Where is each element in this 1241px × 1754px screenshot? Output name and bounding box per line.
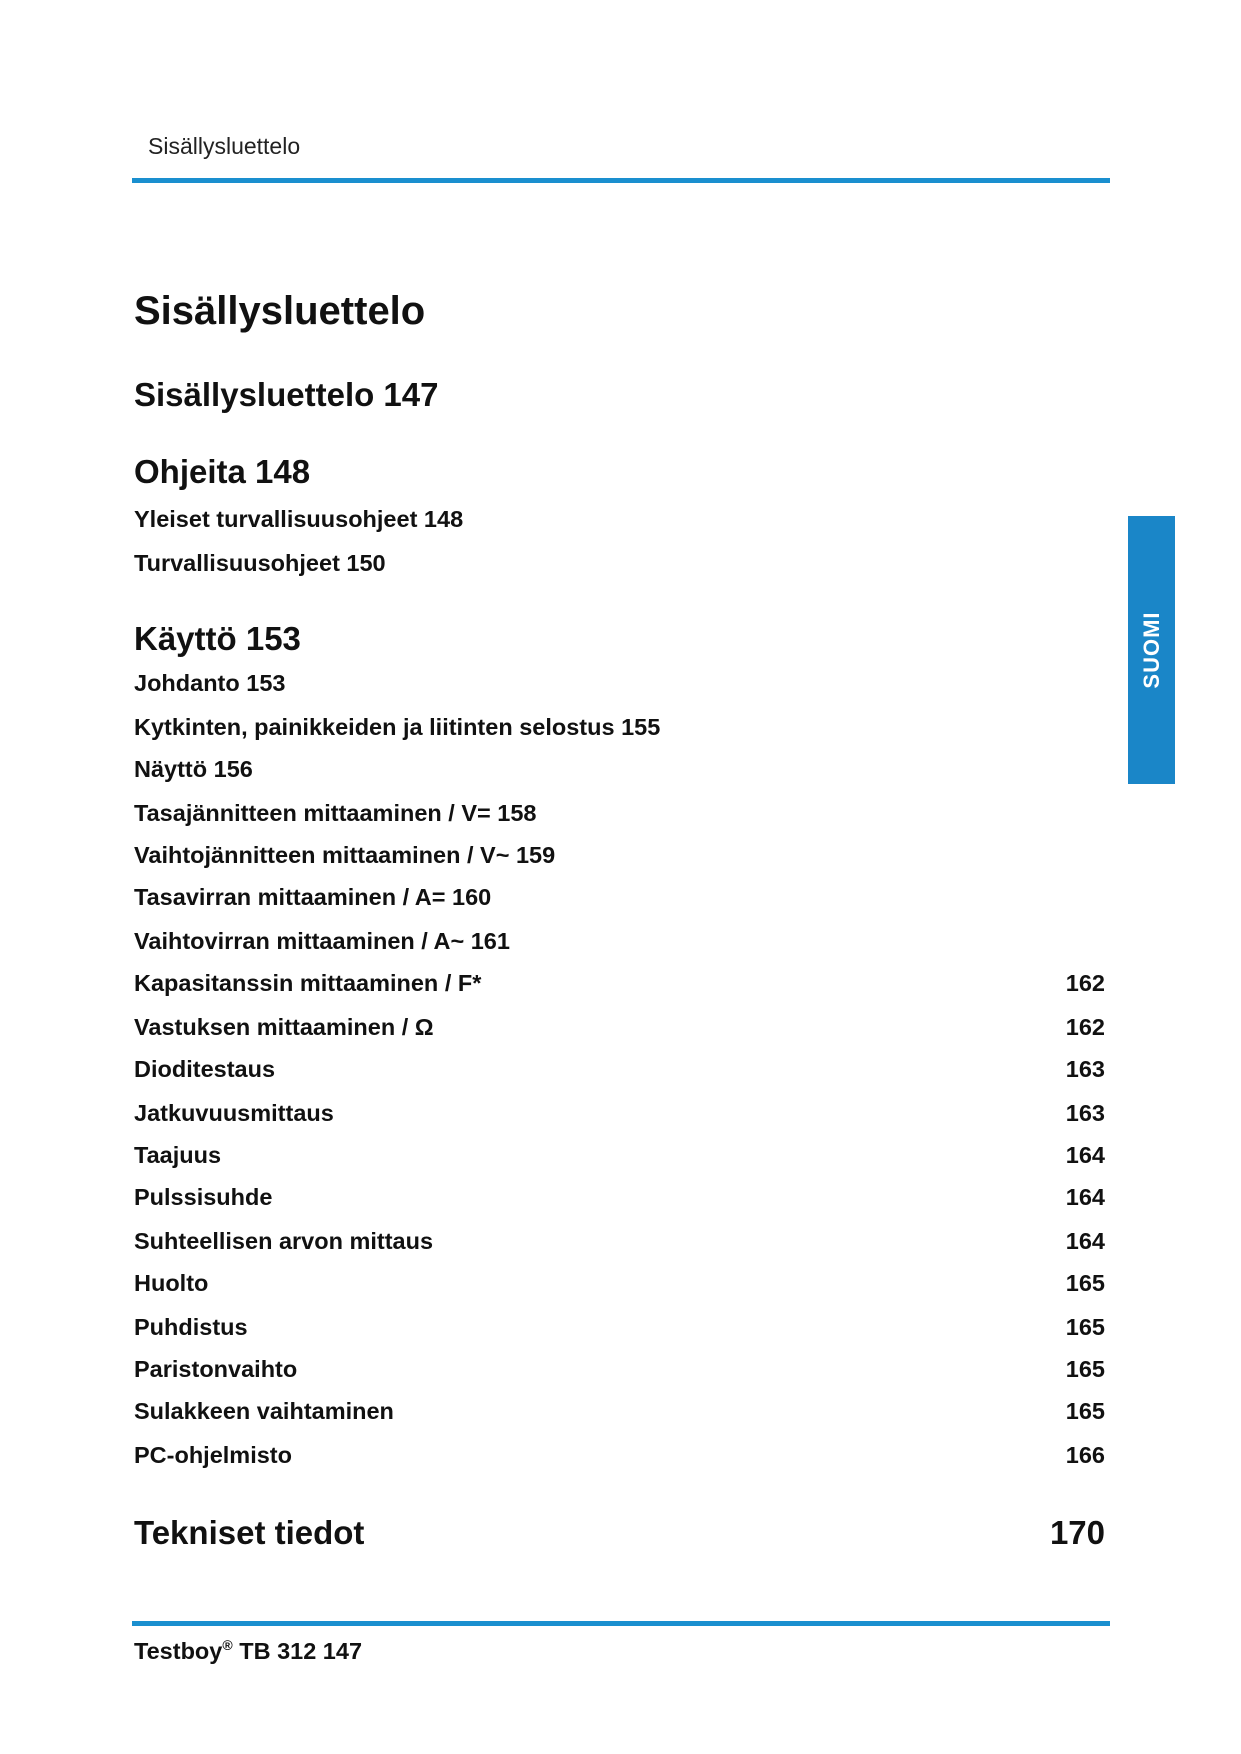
toc-item-label[interactable]: Jatkuvuusmittaus bbox=[134, 1100, 334, 1126]
toc-item-page: 163 bbox=[1065, 1056, 1105, 1082]
toc-item-page: 165 bbox=[1065, 1398, 1105, 1424]
toc-item-safety[interactable]: Turvallisuusohjeet 150 bbox=[134, 550, 386, 576]
toc-section-instructions[interactable]: Ohjeita 148 bbox=[134, 453, 311, 490]
toc-item-label[interactable]: PC-ohjelmisto bbox=[134, 1442, 292, 1468]
toc-item-page: 165 bbox=[1065, 1314, 1105, 1340]
toc-item-ac-current[interactable]: Vaihtovirran mittaaminen / A~ 161 bbox=[134, 928, 510, 954]
language-tab bbox=[1128, 516, 1175, 784]
footer-rule bbox=[132, 1621, 1110, 1626]
toc-item-label[interactable]: Taajuus bbox=[134, 1142, 222, 1168]
toc-item-label[interactable]: Vastuksen mittaaminen / Ω bbox=[134, 1014, 434, 1040]
toc-section-contents[interactable]: Sisällysluettelo 147 bbox=[134, 376, 439, 413]
header-rule bbox=[132, 178, 1110, 183]
toc-item-label[interactable]: Puhdistus bbox=[134, 1314, 248, 1340]
toc-item-general-safety[interactable]: Yleiset turvallisuusohjeet 148 bbox=[134, 506, 464, 532]
toc-item-page: 162 bbox=[1065, 970, 1105, 996]
page-title: Sisällysluettelo bbox=[134, 289, 426, 333]
toc-item-label[interactable]: Paristonvaihto bbox=[134, 1356, 298, 1382]
registered-mark: ® bbox=[222, 1637, 233, 1653]
toc-item-label[interactable]: Huolto bbox=[134, 1270, 209, 1296]
toc-item-page: 166 bbox=[1065, 1442, 1105, 1468]
toc-item-page: 162 bbox=[1065, 1014, 1105, 1040]
toc-item-dc-current[interactable]: Tasavirran mittaaminen / A= 160 bbox=[134, 884, 492, 910]
toc-item-label[interactable]: Sulakkeen vaihtaminen bbox=[134, 1398, 394, 1424]
toc-item-ac-voltage[interactable]: Vaihtojännitteen mittaaminen / V~ 159 bbox=[134, 842, 556, 868]
toc-item-label[interactable]: Suhteellisen arvon mittaus bbox=[134, 1228, 434, 1254]
toc-item-page: 164 bbox=[1065, 1184, 1105, 1210]
running-header: Sisällysluettelo bbox=[148, 133, 301, 159]
toc-item-introduction[interactable]: Johdanto 153 bbox=[134, 670, 286, 696]
language-tab-label: SUOMI bbox=[1138, 611, 1164, 689]
toc-item-page: 163 bbox=[1065, 1100, 1105, 1126]
toc-section-technical-data[interactable]: Tekniset tiedot bbox=[134, 1514, 365, 1551]
toc-item-label[interactable]: Dioditestaus bbox=[134, 1056, 276, 1082]
toc-section-usage[interactable]: Käyttö 153 bbox=[134, 620, 301, 657]
footer-model-page: TB 312 147 bbox=[239, 1638, 363, 1664]
toc-item-display[interactable]: Näyttö 156 bbox=[134, 756, 253, 782]
footer bbox=[134, 1637, 362, 1665]
toc-item-dc-voltage[interactable]: Tasajännitteen mittaaminen / V= 158 bbox=[134, 800, 537, 826]
toc-item-controls[interactable]: Kytkinten, painikkeiden ja liitinten selostus 155 bbox=[134, 714, 661, 740]
toc-section-page: 170 bbox=[1049, 1514, 1105, 1551]
toc-item-label[interactable]: Pulssisuhde bbox=[134, 1184, 273, 1210]
toc-item-page: 165 bbox=[1065, 1356, 1105, 1382]
footer-brand: Testboy bbox=[134, 1638, 223, 1664]
toc-item-label[interactable]: Kapasitanssin mittaaminen / F* bbox=[134, 970, 482, 996]
toc-item-page: 164 bbox=[1065, 1142, 1105, 1168]
toc-item-page: 165 bbox=[1065, 1270, 1105, 1296]
toc-item-page: 164 bbox=[1065, 1228, 1105, 1254]
